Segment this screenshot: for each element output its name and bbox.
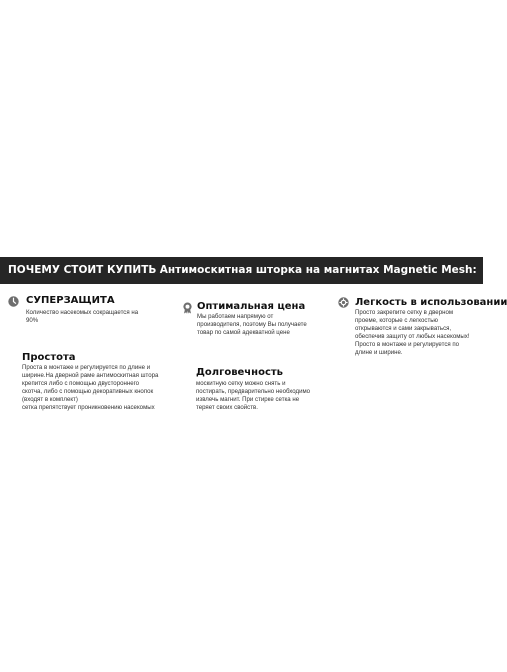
settings-gear-icon — [338, 297, 349, 308]
banner-product: Антимоскитная шторка на магнитах Magnetic Mesh: — [159, 264, 477, 276]
feature-simple-title: Простота — [22, 352, 76, 363]
feature-ease-title: Легкость в использовании — [355, 297, 507, 308]
feature-durability — [196, 367, 283, 378]
feature-simple-body — [22, 364, 187, 413]
feature-price-body — [197, 313, 337, 337]
feature-price-title: Оптимальная цена — [197, 301, 306, 312]
feature-price — [197, 301, 305, 312]
banner-lead: ПОЧЕМУ СТОИТ КУПИТЬ — [8, 264, 157, 276]
feature-ease — [355, 297, 507, 308]
feature-price-text: Мы работаем напрямую от производителя, поэтому Вы получаете товар по самой адекватной цене — [197, 313, 307, 337]
feature-durability-body — [196, 380, 336, 412]
feature-simple-text: Проста в монтаже и регулируется по длине и ширине.На дверной раме антимоскитная штора крепится либо с помощью двустороннего скотча, либо с помощью декоративных кнопок (входят в комплект) сетка препятствует проникновению насекомых — [22, 364, 159, 412]
feature-protection-title: СУПЕРЗАЩИТА — [26, 295, 115, 306]
feature-simple — [22, 352, 76, 363]
feature-protection-text: Количество насекомых сокращается на 90% — [26, 309, 139, 325]
feature-durability-text: москитную сетку можно снять и постирать, предварительно необходимо извлечь магнит. При стирке сетка не теряет своих свойств. — [196, 380, 311, 412]
promo-banner — [0, 257, 483, 284]
clock-icon — [8, 296, 19, 307]
feature-protection-body — [26, 309, 176, 325]
feature-protection — [26, 295, 115, 306]
feature-ease-body — [355, 309, 480, 358]
feature-durability-title: Долговечность — [196, 367, 283, 378]
feature-ease-text: Просто закрепите сетку в дверном проеме, которые с легкостью открываются и сами закрываться, обеспечив защиту от любых насекомых! Просто в монтаже и регулируется по длине и ширине. — [355, 309, 470, 357]
award-medal-icon — [182, 302, 193, 313]
